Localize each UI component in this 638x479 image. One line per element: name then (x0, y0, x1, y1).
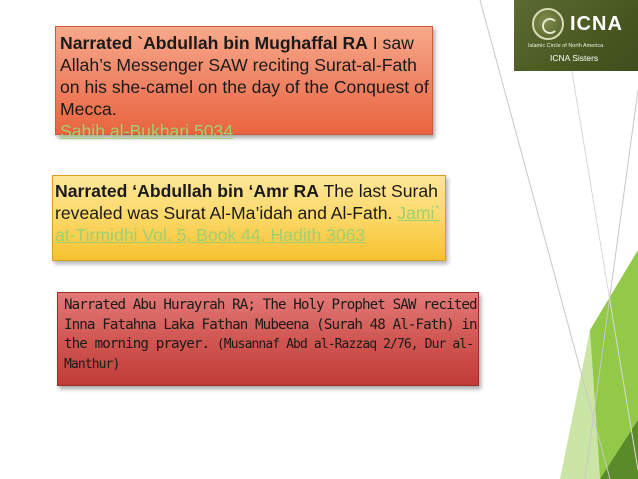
icna-logo (514, 0, 638, 71)
logo-wordmark: ICNA (570, 13, 623, 35)
hadith-text-1 (60, 32, 435, 142)
diagonal-line-1 (480, 0, 610, 479)
icna-emblem-icon (532, 8, 564, 40)
hadith-3-source: (Musannaf Abd al-Razzaq 2/76, Dur al-Manthur) (64, 337, 474, 372)
logo-subtitle: ICNA Sisters (550, 53, 599, 63)
hadith-1-source-link[interactable]: Sahih al-Bukhari 5034 (60, 121, 234, 141)
hadith-1-text: I saw Allah’s Messenger SAW reciting Surat-al-Fath on his she-camel on the day of the Conquest of Mecca. (60, 33, 429, 119)
hadith-text-2 (55, 180, 455, 246)
hadith-2-source-link[interactable]: Jami` at-Tirmidhi Vol. 5, Book 44, Hadith 3063 (55, 203, 441, 245)
logo-tagline: Islamic Circle of North America (528, 43, 604, 49)
hadith-text-3 (64, 296, 479, 374)
hadith-3-text: Narrated Abu Hurayrah RA; The Holy Prophet SAW recited Inna Fatahna Laka Fathan Mubeena (Surah 48 Al-Fath) in the morning prayer. (64, 297, 477, 352)
hadith-2-narrator: Narrated ‘Abdullah bin ‘Amr RA (55, 181, 319, 201)
hadith-2-text: The last Surah revealed was Surat Al-Ma’idah and Al-Fath. (55, 181, 438, 223)
hadith-1-narrator: Narrated `Abdullah bin Mughaffal RA (60, 33, 368, 53)
